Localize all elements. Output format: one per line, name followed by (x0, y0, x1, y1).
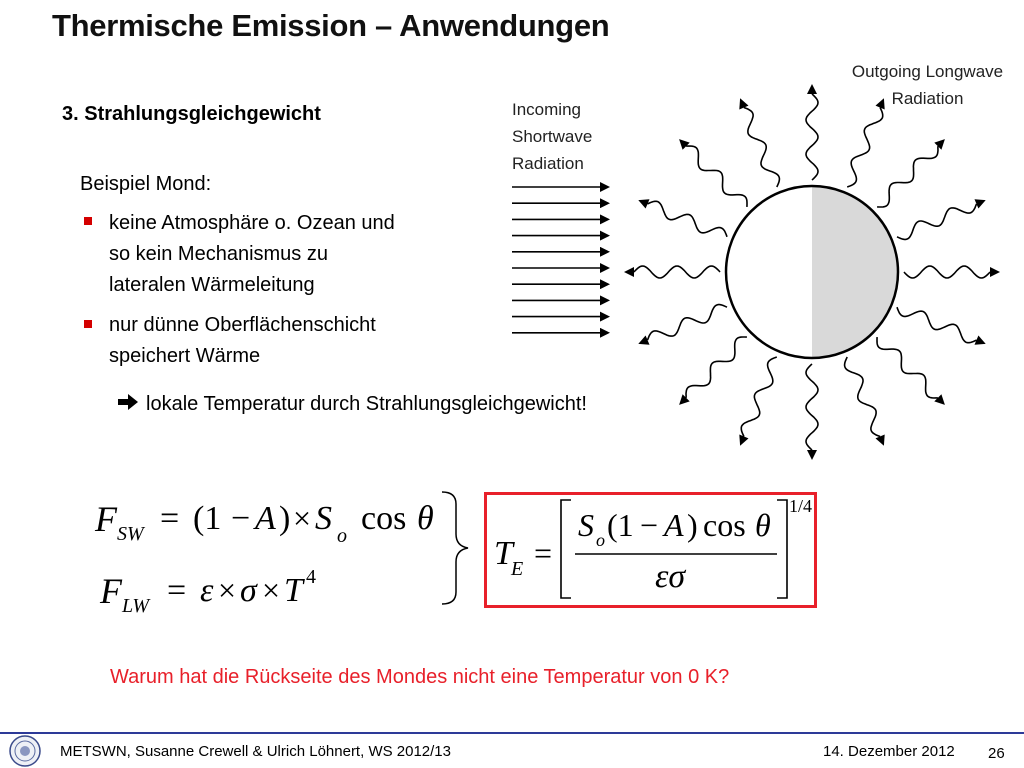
outgoing-arrowhead (624, 267, 634, 277)
eq-f-lw-t: T (284, 572, 303, 609)
outgoing-label-line: Outgoing Longwave (851, 62, 1004, 81)
incoming-label-line: Radiation (512, 154, 584, 173)
eq-t-e-a: A (664, 507, 684, 543)
eq-f-lw-times-2: × (262, 572, 281, 608)
eq-f-lw-times-1: × (218, 572, 237, 608)
eq-t-e-minus: − (640, 507, 659, 543)
eq-t-e-s: S (578, 507, 594, 543)
eq-t-e-close: ) (687, 507, 698, 543)
eq-f-lw-equals: = (167, 572, 187, 609)
bullet-1-line-2: so kein Mechanismus zu (109, 243, 328, 265)
outgoing-wave-arrow (634, 266, 720, 278)
eq-f-sw-sub: SW (117, 523, 144, 545)
eq-t-e-denominator: εσ (655, 558, 686, 595)
eq-f-lw-lhs: F (100, 571, 122, 611)
outgoing-wave-arrow (877, 337, 938, 398)
bullet-2-line-2: speichert Wärme (109, 345, 261, 367)
outgoing-arrowhead (990, 267, 1000, 277)
radiation-diagram (500, 80, 1024, 460)
eq-t-e-sub: E (511, 558, 524, 580)
bullet-marker-icon (84, 320, 92, 328)
eq-f-lw-sigma: σ (240, 572, 257, 609)
eq-f-sw-s-sub: o (337, 525, 347, 547)
outgoing-wave-arrow (648, 305, 728, 341)
result-brackets (555, 496, 795, 602)
outgoing-arrowhead (807, 450, 817, 460)
outgoing-wave-arrow (686, 337, 747, 398)
outgoing-wave-arrow (877, 146, 938, 207)
eq-f-sw-a: A (255, 500, 276, 537)
section-heading: 3. Strahlungsgleichgewicht (62, 103, 321, 125)
outgoing-wave-arrow (686, 146, 747, 207)
page-number: 26 (988, 745, 1005, 762)
outgoing-wave-arrow (806, 94, 818, 180)
incoming-arrows (512, 187, 608, 333)
eq-t-e-equals: = (534, 535, 553, 571)
example-heading: Beispiel Mond: (80, 173, 212, 195)
eq-t-e-lhs: T (494, 535, 513, 572)
incoming-label-line: Incoming (512, 100, 581, 119)
eq-t-e-cos: cos (703, 507, 746, 543)
footer-date: 14. Dezember 2012 (823, 743, 955, 760)
eq-t-e-theta: θ (755, 507, 771, 543)
eq-f-sw-equals: = (160, 500, 180, 537)
outgoing-arrowhead (679, 139, 690, 150)
eq-f-lw-t-sup: 4 (306, 566, 316, 588)
outgoing-arrowhead (807, 84, 817, 94)
incoming-label-line: Shortwave (512, 127, 593, 146)
eq-t-e-open: (1 (607, 507, 634, 543)
question-text: Warum hat die Rückseite des Mondes nicht eine Temperatur von 0 K? (110, 666, 730, 688)
outgoing-wave-arrow (741, 357, 777, 437)
outgoing-arrowhead (934, 394, 945, 405)
footer-credits: METSWN, Susanne Crewell & Ulrich Löhnert, WS 2012/13 (60, 743, 451, 760)
outgoing-wave-arrow (904, 266, 990, 278)
eq-f-sw-lhs: F (95, 499, 117, 539)
right-arrow-icon (118, 393, 138, 416)
bullet-2-line-1: nur dünne Oberflächenschicht (109, 314, 376, 336)
outgoing-wave-arrow (744, 108, 780, 188)
eq-f-sw-minus: − (231, 500, 251, 537)
conclusion-label: lokale Temperatur durch Strahlungsgleichgewicht! (146, 393, 587, 415)
outgoing-arrowhead (934, 139, 945, 150)
outgoing-wave-arrow (847, 108, 883, 188)
moon-icon (726, 186, 898, 358)
bullet-1-line-1: keine Atmosphäre o. Ozean und (109, 212, 395, 234)
university-seal-icon (8, 734, 42, 768)
eq-f-sw-open: (1 (193, 500, 222, 537)
outgoing-label-line: Radiation (891, 89, 964, 108)
bullet-1-line-3: lateralen Wärmeleitung (109, 274, 315, 296)
eq-f-sw-times: × (293, 500, 312, 536)
outgoing-wave-arrow (648, 201, 728, 237)
outgoing-arrowhead (679, 394, 690, 405)
eq-f-sw-theta: θ (417, 500, 434, 537)
outgoing-wave-arrow (806, 364, 818, 450)
curly-brace (438, 488, 478, 608)
eq-f-sw-close: ) (279, 500, 291, 537)
outgoing-wave-arrow (897, 204, 977, 240)
eq-f-sw-cos: cos (361, 500, 407, 537)
outgoing-wave-arrow (897, 307, 977, 343)
eq-t-e-s-sub: o (596, 530, 605, 550)
footer-divider (0, 732, 1024, 734)
slide-title: Thermische Emission – Anwendungen (52, 8, 610, 43)
bullet-marker-icon (84, 217, 92, 225)
eq-f-sw-s: S (315, 500, 332, 537)
eq-t-e-exponent: 1/4 (789, 496, 813, 516)
eq-f-lw-epsilon: ε (200, 572, 214, 609)
outgoing-wave-arrow (845, 357, 881, 437)
eq-f-lw-sub: LW (122, 595, 150, 617)
